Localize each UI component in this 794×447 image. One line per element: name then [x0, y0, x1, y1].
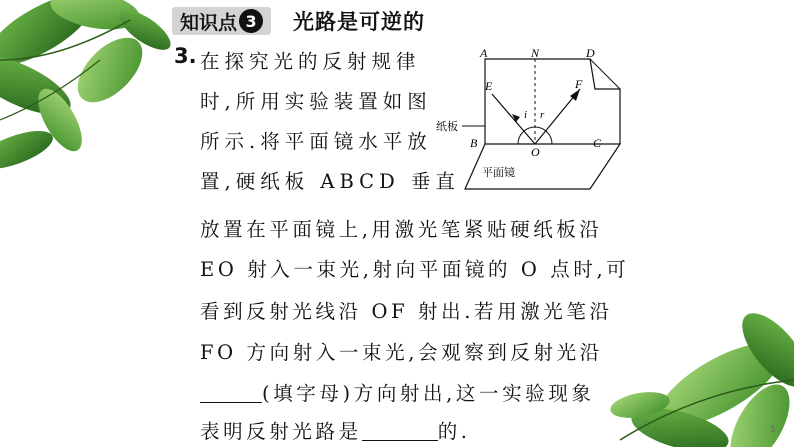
- top-left-leaves: [0, 0, 176, 177]
- label-N: N: [531, 46, 540, 60]
- question-line-6: EO 射入一束光,射向平面镜的 O 点时,可: [200, 258, 630, 281]
- label-O: O: [531, 145, 540, 159]
- question-line-9: [200, 378, 595, 406]
- tag-label: 知识点: [180, 11, 238, 34]
- section-title: 光路是可逆的: [293, 10, 426, 34]
- question-line-7: 看到反射光线沿 OF 射出.若用激光笔沿: [200, 300, 613, 323]
- label-F: F: [575, 77, 583, 91]
- board-right: [535, 59, 620, 144]
- line9-text: (填字母)方向射出,这一实验现象: [262, 382, 595, 405]
- question-number: 3.: [174, 44, 197, 68]
- board-left: [485, 59, 535, 144]
- label-C: C: [593, 136, 602, 150]
- label-D: D: [586, 46, 595, 60]
- knowledge-point-header: [172, 6, 425, 36]
- question-line-2: 时,所用实验装置如图: [200, 90, 432, 113]
- question-line-5: 放置在平面镜上,用激光笔紧贴硬纸板沿: [200, 218, 603, 241]
- question-line-8: FO 方向射入一束光,会观察到反射光沿: [200, 341, 603, 364]
- label-i: i: [524, 109, 528, 121]
- knowledge-point-tag: [172, 7, 271, 35]
- label-E: E: [485, 79, 493, 93]
- bottom-right-leaves: [608, 303, 794, 447]
- question-line-3: 所示.将平面镜水平放: [200, 130, 432, 153]
- label-B: B: [470, 136, 478, 150]
- question-line-4: 置,硬纸板 ABCD 垂直: [200, 170, 460, 193]
- label-r: r: [540, 109, 545, 121]
- line10-text-start: 表明反射光路是: [200, 420, 362, 443]
- answer-blank-2[interactable]: [362, 421, 438, 441]
- line10-text-end: 的.: [437, 420, 471, 443]
- label-A: A: [480, 46, 488, 60]
- incident-ray: [492, 94, 535, 144]
- page-number: 5: [770, 425, 776, 435]
- question-line-10: [200, 416, 471, 444]
- experiment-diagram: [430, 44, 630, 194]
- answer-blank-1[interactable]: [200, 383, 262, 403]
- mirror-label: 平面镜: [482, 166, 515, 179]
- board-label: 纸板: [436, 120, 458, 133]
- question-line-1: 在探究光的反射规律: [200, 50, 421, 73]
- tag-number: 3: [239, 9, 263, 33]
